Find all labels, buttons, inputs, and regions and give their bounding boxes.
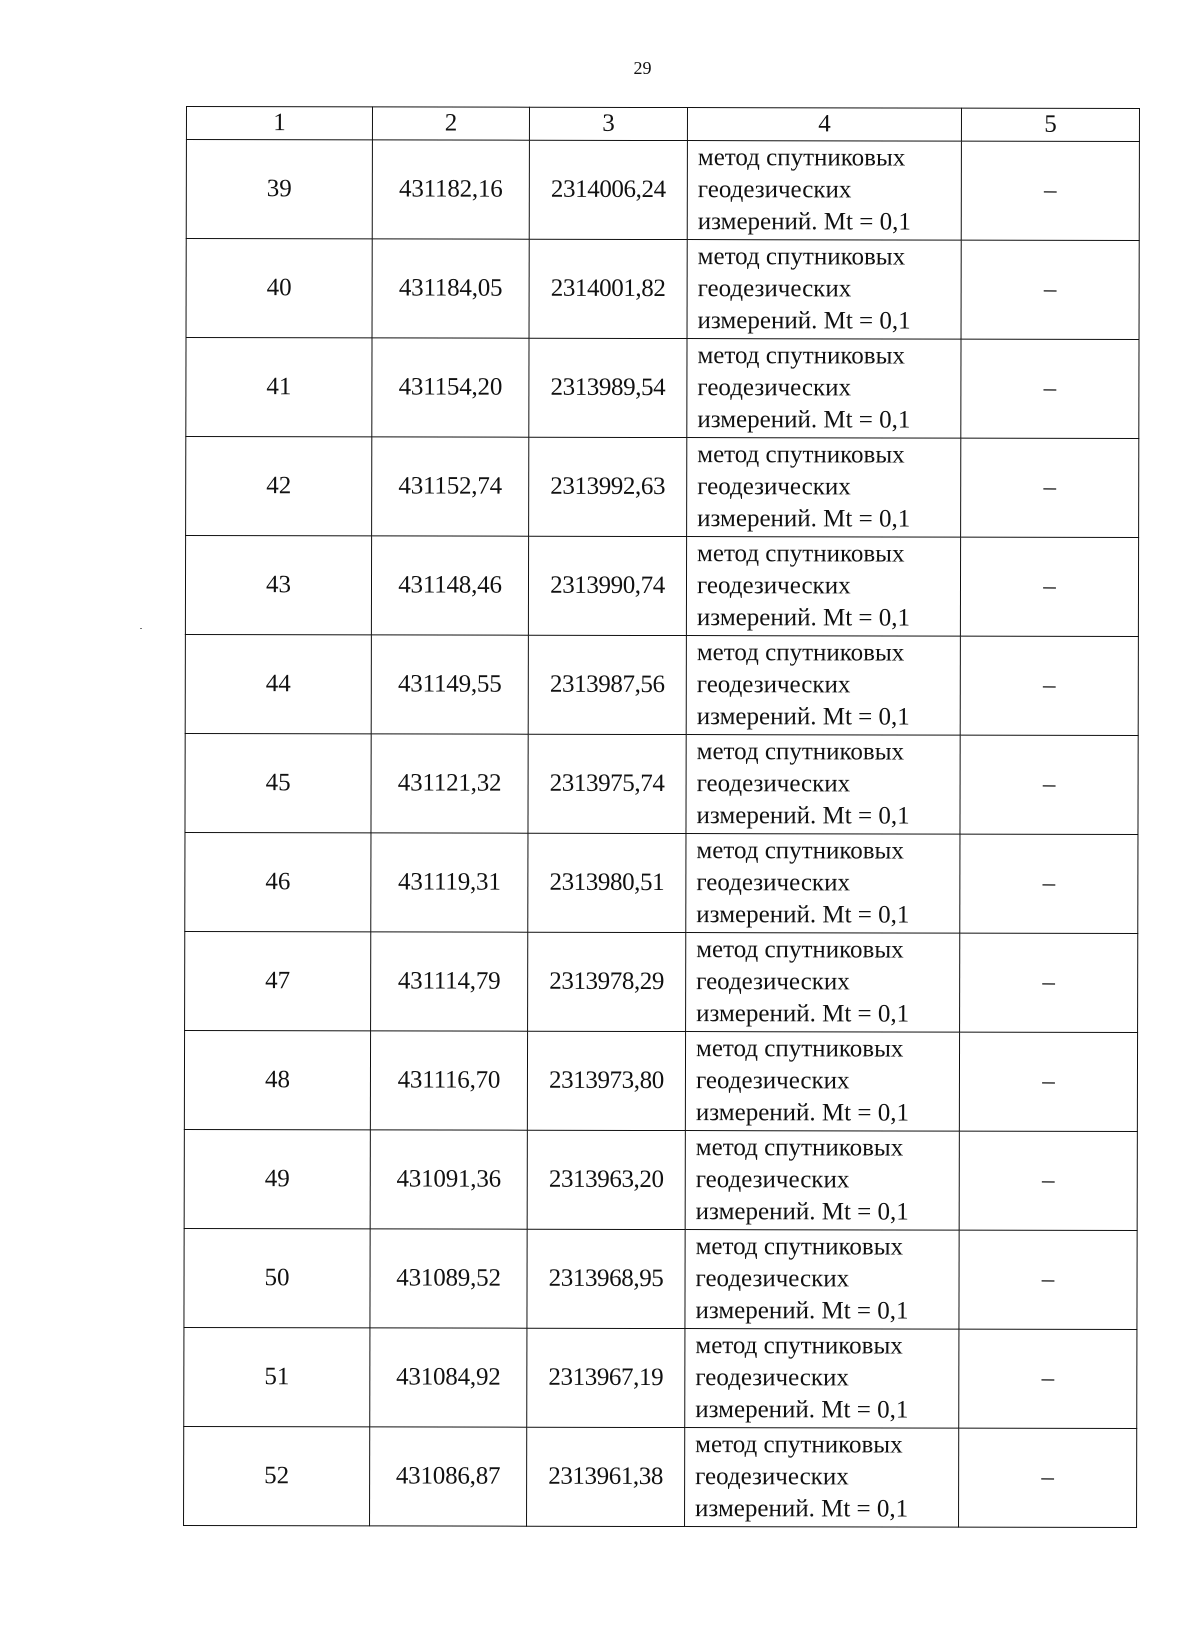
y-coordinate-cell: 2313990,74 [528, 536, 686, 635]
method-line: геодезических [696, 869, 850, 897]
y-coordinate-cell: 2314001,82 [529, 239, 687, 338]
note-cell: – [959, 1329, 1137, 1428]
method-cell [687, 339, 961, 439]
note-cell: – [961, 339, 1139, 438]
method-cell [686, 933, 960, 1033]
method-line: геодезических [695, 1463, 849, 1491]
x-coordinate-cell: 431148,46 [371, 536, 528, 635]
column-header-1: 1 [186, 107, 372, 140]
table-header-row [186, 107, 1139, 142]
table-row [185, 931, 1138, 1032]
method-line: измерений. Mt = 0,1 [696, 901, 910, 929]
point-number-cell: 43 [185, 536, 371, 635]
method-line: измерений. Mt = 0,1 [695, 1495, 909, 1523]
method-cell [686, 537, 960, 637]
x-coordinate-cell: 431149,55 [371, 635, 528, 734]
note-cell: – [960, 537, 1138, 636]
method-line: метод спутниковых [695, 1035, 904, 1063]
note-cell: – [960, 933, 1138, 1032]
y-coordinate-cell: 2313975,74 [528, 734, 686, 833]
column-header-5: 5 [961, 108, 1139, 141]
point-number-cell: 45 [185, 733, 371, 832]
method-line: измерений. Mt = 0,1 [696, 703, 910, 731]
method-line: геодезических [697, 176, 852, 204]
y-coordinate-cell: 2313980,51 [528, 833, 686, 932]
point-number-cell: 48 [184, 1030, 370, 1129]
y-coordinate-cell: 2313973,80 [527, 1031, 685, 1130]
note-cell: – [961, 240, 1139, 339]
x-coordinate-cell: 431091,36 [370, 1130, 527, 1229]
method-cell [685, 1230, 959, 1330]
method-line: метод спутниковых [697, 441, 905, 469]
y-coordinate-cell: 2314006,24 [529, 140, 687, 239]
x-coordinate-cell: 431114,79 [371, 932, 528, 1031]
method-line: метод спутниковых [697, 540, 905, 568]
x-coordinate-cell: 431084,92 [370, 1328, 527, 1427]
method-cell [685, 1329, 959, 1429]
note-cell: – [959, 1230, 1137, 1329]
method-cell [685, 1032, 959, 1132]
table-row [185, 634, 1138, 735]
x-coordinate-cell: 431121,32 [371, 734, 528, 833]
method-cell [687, 438, 961, 538]
method-line: метод спутниковых [695, 1431, 903, 1459]
point-number-cell: 40 [186, 239, 372, 338]
method-line: геодезических [697, 473, 851, 501]
scan-speck [140, 628, 142, 629]
method-cell [685, 1131, 959, 1231]
method-line: метод спутниковых [695, 1134, 904, 1162]
method-line: измерений. Mt = 0,1 [695, 1198, 909, 1226]
method-line: метод спутниковых [697, 342, 905, 370]
note-cell: – [961, 438, 1139, 537]
x-coordinate-cell: 431182,16 [372, 140, 529, 239]
method-cell [685, 1428, 959, 1528]
x-coordinate-cell: 431154,20 [372, 338, 529, 437]
column-header-2: 2 [372, 107, 529, 140]
page-number: 29 [633, 58, 652, 78]
coordinates-table [183, 106, 1140, 1528]
method-line: метод спутниковых [696, 639, 905, 667]
table-row [186, 239, 1139, 340]
table-row [186, 140, 1139, 241]
table-row [184, 1030, 1137, 1131]
column-header-3: 3 [529, 107, 687, 140]
note-cell: – [960, 636, 1138, 735]
method-cell [687, 141, 961, 241]
y-coordinate-cell: 2313967,19 [527, 1328, 685, 1427]
method-line: метод спутниковых [697, 144, 906, 172]
method-cell [686, 636, 960, 736]
method-cell [687, 240, 961, 340]
point-number-cell: 41 [186, 338, 372, 437]
method-line: геодезических [696, 968, 850, 996]
note-cell: – [959, 1428, 1137, 1527]
point-number-cell: 42 [186, 437, 372, 536]
y-coordinate-cell: 2313978,29 [528, 932, 686, 1031]
method-line: метод спутниковых [696, 837, 904, 865]
note-cell: – [960, 735, 1138, 834]
table-row [184, 1228, 1137, 1329]
point-number-cell: 52 [184, 1426, 370, 1525]
note-cell: – [960, 834, 1138, 933]
table-row [184, 1426, 1137, 1527]
method-line: метод спутниковых [696, 936, 904, 964]
method-line: геодезических [695, 1067, 850, 1095]
method-line: метод спутниковых [695, 1332, 903, 1360]
method-line: измерений. Mt = 0,1 [696, 604, 911, 632]
note-cell: – [961, 141, 1139, 240]
column-header-4: 4 [687, 108, 961, 142]
y-coordinate-cell: 2313987,56 [528, 635, 686, 734]
method-line: измерений. Mt = 0,1 [695, 1297, 909, 1325]
method-line: геодезических [696, 770, 851, 798]
method-line: метод спутниковых [695, 1233, 904, 1261]
y-coordinate-cell: 2313963,20 [527, 1130, 685, 1229]
method-line: метод спутниковых [697, 243, 906, 271]
table-row [185, 536, 1138, 637]
x-coordinate-cell: 431119,31 [371, 833, 528, 932]
table-row [184, 1129, 1137, 1230]
method-line: геодезических [697, 275, 852, 303]
point-number-cell: 50 [184, 1228, 370, 1327]
note-cell: – [959, 1032, 1137, 1131]
table-row [186, 437, 1139, 538]
x-coordinate-cell: 431184,05 [372, 239, 529, 338]
table-row [184, 1327, 1137, 1428]
method-line: метод спутниковых [696, 738, 905, 766]
method-line: геодезических [695, 1166, 850, 1194]
note-cell: – [959, 1131, 1137, 1230]
method-line: геодезических [695, 1265, 850, 1293]
method-line: измерений. Mt = 0,1 [695, 1099, 909, 1127]
method-line: измерений. Mt = 0,1 [697, 406, 911, 434]
table-row [185, 832, 1138, 933]
y-coordinate-cell: 2313961,38 [527, 1427, 685, 1526]
point-number-cell: 51 [184, 1327, 370, 1426]
method-line: измерений. Mt = 0,1 [696, 1000, 910, 1028]
point-number-cell: 47 [185, 931, 371, 1030]
method-cell [686, 834, 960, 934]
x-coordinate-cell: 431086,87 [370, 1427, 527, 1526]
y-coordinate-cell: 2313989,54 [529, 338, 687, 437]
table-row [185, 733, 1138, 834]
method-line: геодезических [696, 572, 851, 600]
y-coordinate-cell: 2313968,95 [527, 1229, 685, 1328]
method-line: измерений. Mt = 0,1 [697, 505, 911, 533]
method-line: геодезических [696, 671, 851, 699]
x-coordinate-cell: 431152,74 [372, 437, 529, 536]
table-row [186, 338, 1139, 439]
y-coordinate-cell: 2313992,63 [529, 437, 687, 536]
x-coordinate-cell: 431089,52 [370, 1229, 527, 1328]
x-coordinate-cell: 431116,70 [370, 1031, 527, 1130]
point-number-cell: 44 [185, 634, 371, 733]
point-number-cell: 46 [185, 832, 371, 931]
method-line: геодезических [695, 1364, 849, 1392]
point-number-cell: 39 [186, 140, 372, 239]
method-cell [686, 735, 960, 835]
method-line: измерений. Mt = 0,1 [696, 802, 910, 830]
point-number-cell: 49 [184, 1129, 370, 1228]
method-line: измерений. Mt = 0,1 [697, 208, 911, 236]
method-line: геодезических [697, 374, 852, 402]
method-line: измерений. Mt = 0,1 [695, 1396, 909, 1424]
method-line: измерений. Mt = 0,1 [697, 307, 911, 335]
